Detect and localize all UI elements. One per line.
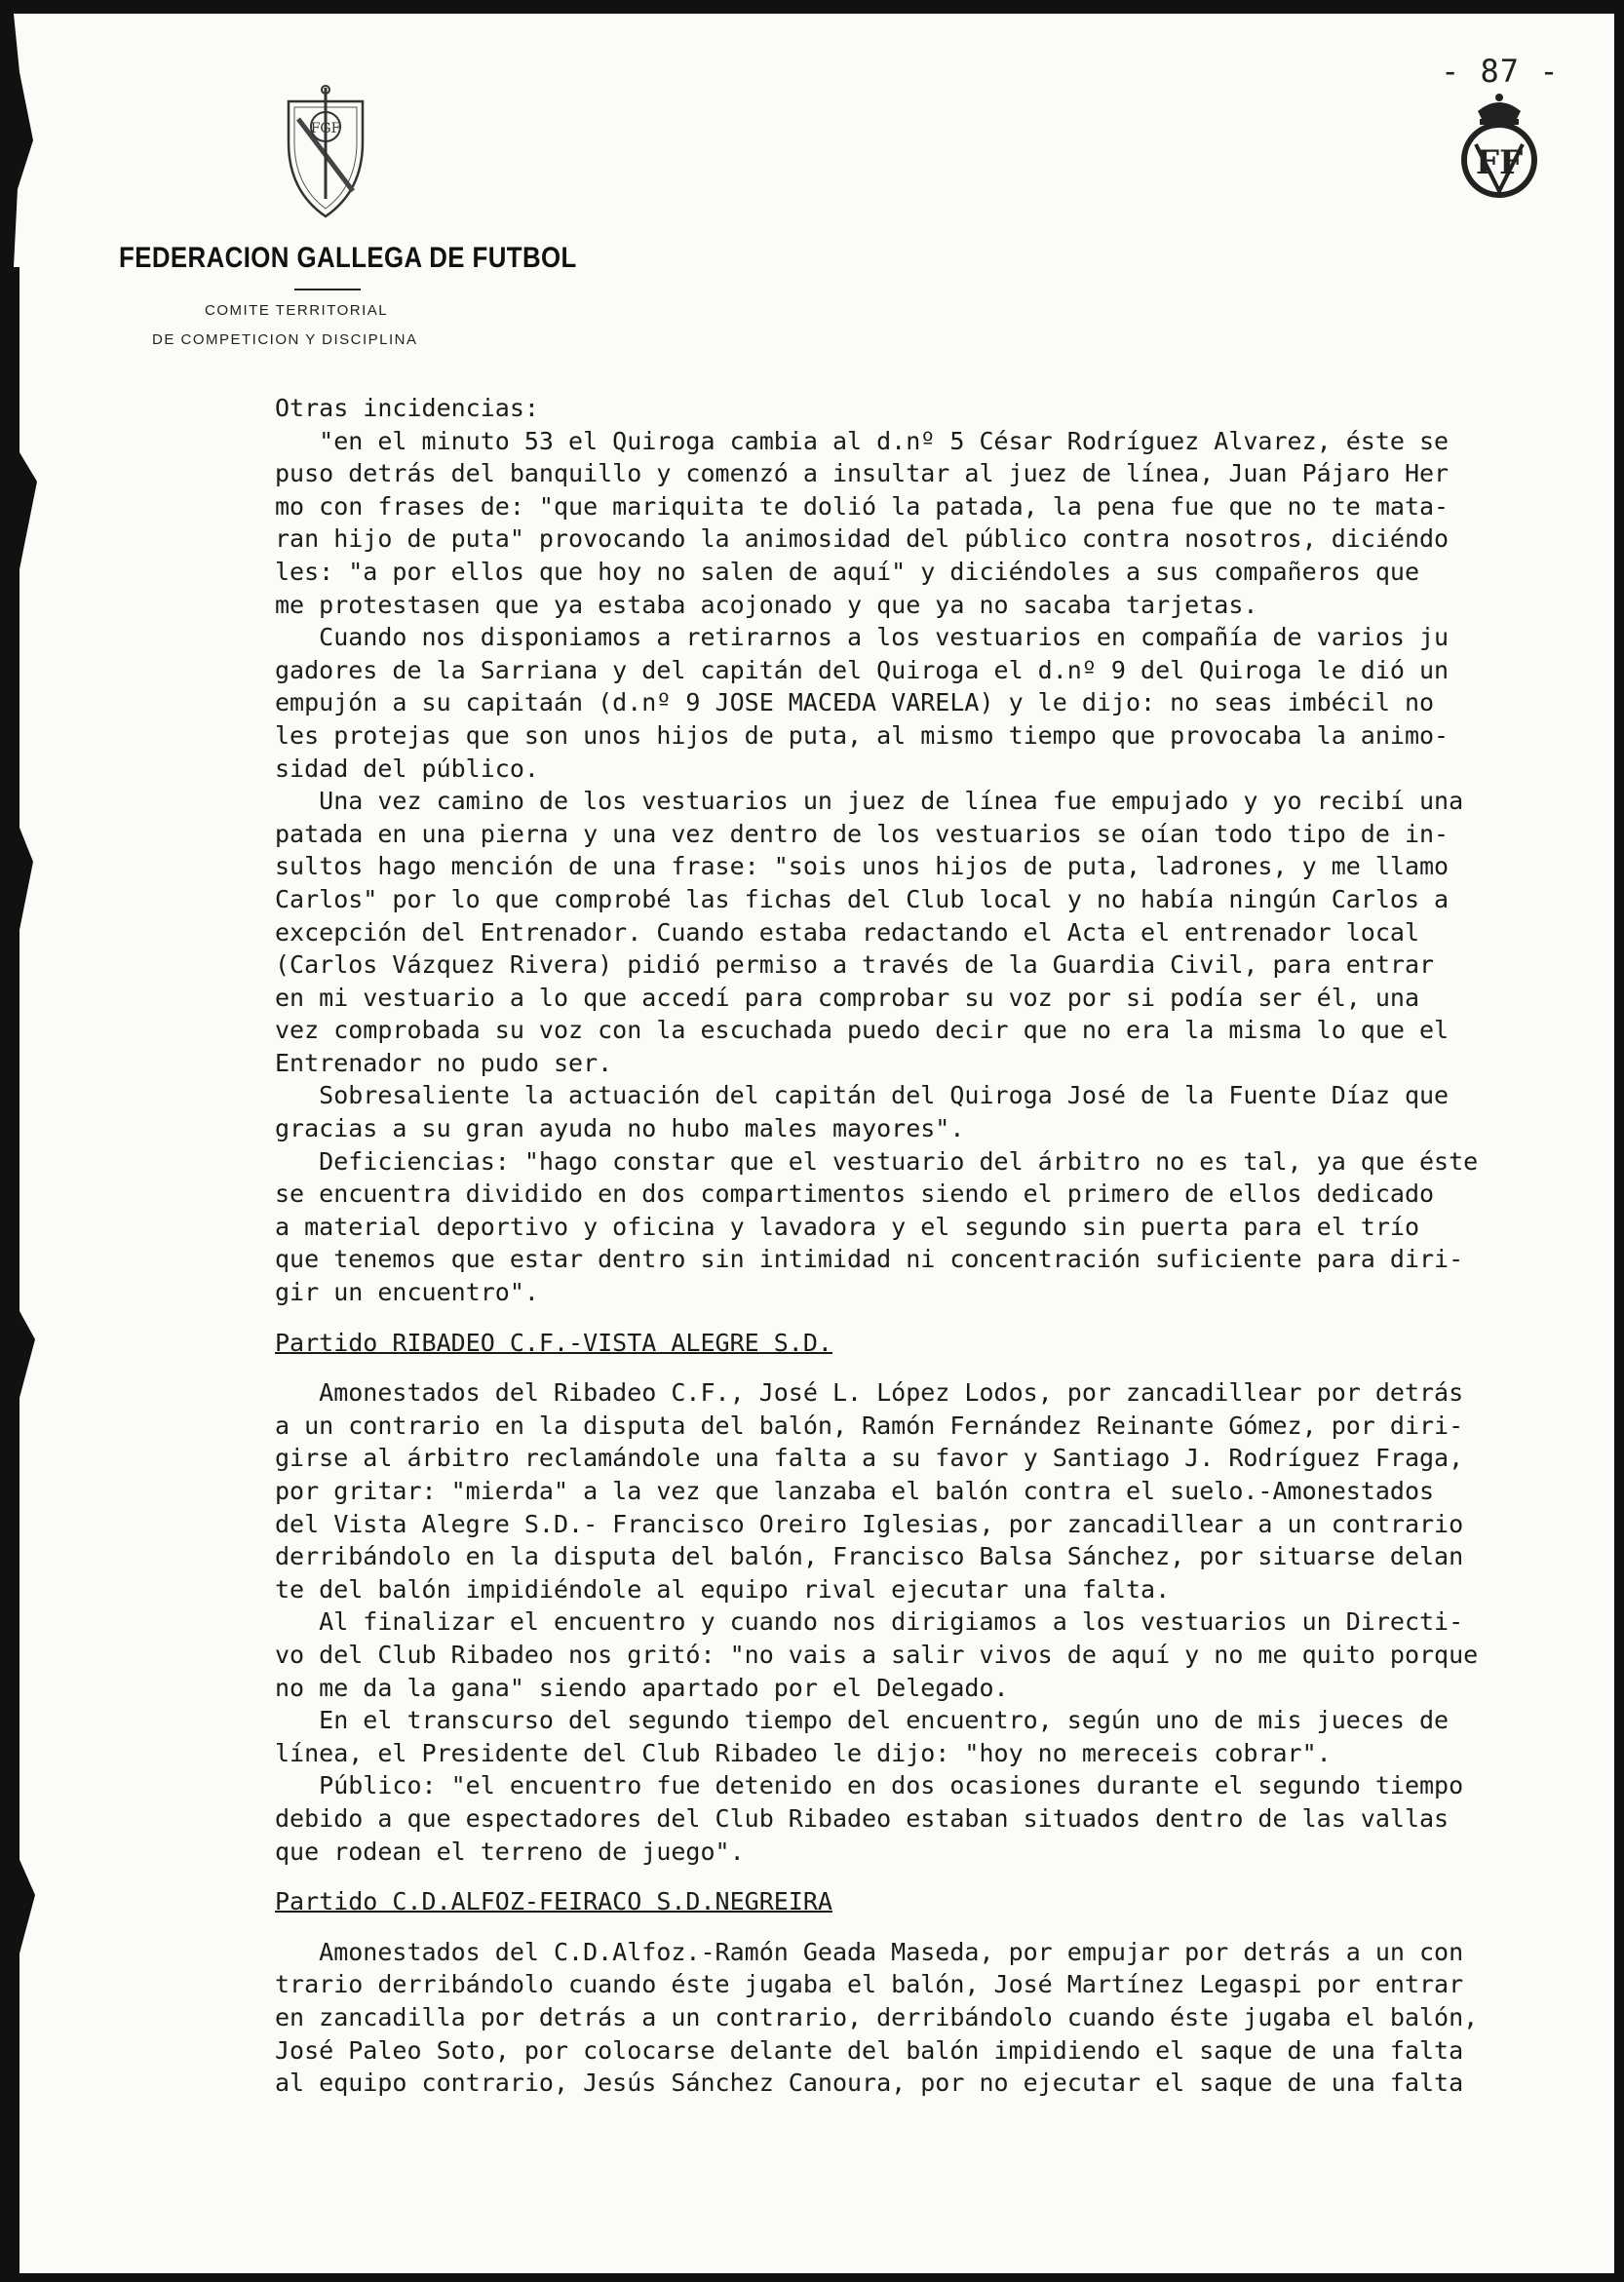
- committee-line-2: DE COMPETICION Y DISCIPLINA: [152, 331, 418, 348]
- text-line: excepción del Entrenador. Cuando estaba redactando el Acta el entrenador local: [275, 917, 1419, 947]
- text-line: Al finalizar el encuentro y cuando nos dirigiamos a los vestuarios un Directi-: [275, 1607, 1464, 1637]
- text-line: José Paleo Soto, por colocarse delante del balón impidiendo el saque de una falta: [275, 2035, 1464, 2065]
- fgf-shield-icon: [285, 84, 367, 220]
- match-heading: Partido RIBADEO C.F.-VISTA ALEGRE S.D.: [275, 1328, 832, 1357]
- text-line: gracias a su gran ayuda no hubo males mayores".: [275, 1114, 965, 1143]
- federation-name: FEDERACION GALLEGA DE FUTBOL: [119, 242, 577, 274]
- text-line: debido a que espectadores del Club Ribadeo estaban situados dentro de las vallas: [275, 1803, 1450, 1833]
- section-gap: [275, 1868, 1608, 1885]
- text-line: Deficiencias: "hago constar que el vestuario del árbitro no es tal, ya que éste: [275, 1146, 1479, 1176]
- text-line: a un contrario en la disputa del balón, Ramón Fernández Reinante Gómez, por diri-: [275, 1411, 1464, 1440]
- committee-line-1: COMITE TERRITORIAL: [205, 302, 389, 319]
- text-line: se encuentra dividido en dos compartimentos siendo el primero de ellos dedicado: [275, 1180, 1435, 1209]
- torn-left-edge: [14, 14, 53, 2273]
- text-line: en mi vestuario a lo que accedí para comprobar su voz por si podía ser él, una: [275, 983, 1419, 1012]
- text-line: que rodean el terreno de juego".: [275, 1837, 745, 1866]
- text-line: vo del Club Ribadeo nos gritó: "no vais a salir vivos de aquí y no me quito porque: [275, 1640, 1479, 1669]
- text-line: (Carlos Vázquez Rivera) pidió permiso a través de la Guardia Civil, para entrar: [275, 950, 1435, 980]
- section-gap: [275, 1309, 1608, 1327]
- text-line: no me da la gana" siendo apartado por el Delegado.: [275, 1673, 1009, 1702]
- text-line: Otras incidencias:: [275, 394, 539, 422]
- text-line: derribándolo en la disputa del balón, Francisco Balsa Sánchez, por situarse delan: [275, 1542, 1464, 1571]
- text-line: trario derribándolo cuando éste jugaba el balón, José Martínez Legaspi por entrar: [275, 1970, 1464, 1999]
- text-line: al equipo contrario, Jesús Sánchez Canoura, por no ejecutar el saque de una falta: [275, 2069, 1464, 2098]
- crowned-fgf-crest-icon: [1460, 90, 1538, 199]
- text-line: gir un encuentro".: [275, 1278, 539, 1307]
- text-line: empujón a su capitaán (d.nº 9 JOSE MACEDA VARELA) y le dijo: no seas imbécil no: [275, 688, 1435, 717]
- text-line: Amonestados del C.D.Alfoz.-Ramón Geada Maseda, por empujar por detrás a un con: [275, 1937, 1464, 1966]
- text-line: en zancadilla por detrás a un contrario, derribándolo cuando éste jugaba el balón,: [275, 2002, 1479, 2031]
- text-line: girse al árbitro reclamándole una falta a su favor y Santiago J. Rodríguez Fraga,: [275, 1444, 1464, 1473]
- text-line: Carlos" por lo que comprobé las fichas del Club local y no había ningún Carlos a: [275, 884, 1450, 913]
- header-divider: [294, 289, 361, 290]
- text-line: Cuando nos disponiamos a retirarnos a los vestuarios en compañía de varios ju: [275, 623, 1450, 652]
- text-line: En el transcurso del segundo tiempo del encuentro, según uno de mis jueces de: [275, 1706, 1450, 1735]
- text-line: vez comprobada su voz con la escuchada puedo decir que no era la misma lo que el: [275, 1016, 1450, 1045]
- document-page: [14, 14, 1614, 2273]
- text-line: del Vista Alegre S.D.- Francisco Oreiro Iglesias, por zancadillear a un contrario: [275, 1509, 1464, 1538]
- text-line: Amonestados del Ribadeo C.F., José L. López Lodos, por zancadillear por detrás: [275, 1378, 1464, 1408]
- text-line: les protejas que son unos hijos de puta, al mismo tiempo que provocaba la animo-: [275, 720, 1450, 750]
- page-number: - 87 -: [1441, 53, 1560, 90]
- text-line: mo con frases de: "que mariquita te dolió la patada, la pena fue que no te mata-: [275, 491, 1450, 521]
- text-line: que tenemos que estar dentro sin intimidad ni concentración suficiente para diri-: [275, 1245, 1464, 1274]
- document-body: [275, 392, 1608, 2100]
- section-gap: [275, 1359, 1608, 1376]
- text-line: sidad del público.: [275, 754, 539, 783]
- text-line: a material deportivo y oficina y lavadora y el segundo sin puerta para el trío: [275, 1212, 1419, 1241]
- text-line: Entrenador no pudo ser.: [275, 1048, 613, 1077]
- section-gap: [275, 1918, 1608, 1936]
- match-heading: Partido C.D.ALFOZ-FEIRACO S.D.NEGREIRA: [275, 1887, 832, 1916]
- text-line: me protestasen que ya estaba acojonado y que ya no sacaba tarjetas.: [275, 590, 1258, 619]
- text-line: puso detrás del banquillo y comenzó a insultar al juez de línea, Juan Pájaro Her: [275, 459, 1450, 488]
- text-line: patada en una pierna y una vez dentro de los vestuarios se oían todo tipo de in-: [275, 819, 1450, 848]
- text-line: Público: "el encuentro fue detenido en dos ocasiones durante el segundo tiempo: [275, 1771, 1464, 1800]
- text-line: gadores de la Sarriana y del capitán del Quiroga el d.nº 9 del Quiroga le dió un: [275, 655, 1450, 684]
- svg-text:FF: FF: [1475, 143, 1524, 182]
- text-line: "en el minuto 53 el Quiroga cambia al d.nº 5 César Rodríguez Alvarez, éste se: [275, 426, 1450, 455]
- text-line: sultos hago mención de una frase: "sois unos hijos de puta, ladrones, y me llamo: [275, 852, 1450, 881]
- svg-text:FGF: FGF: [310, 121, 341, 136]
- text-line: Una vez camino de los vestuarios un juez de línea fue empujado y yo recibí una: [275, 787, 1464, 816]
- text-line: Sobresaliente la actuación del capitán del Quiroga José de la Fuente Díaz que: [275, 1081, 1450, 1110]
- text-line: te del balón impidiéndole al equipo rival ejecutar una falta.: [275, 1574, 1171, 1604]
- text-line: línea, el Presidente del Club Ribadeo le dijo: "hoy no mereceis cobrar".: [275, 1738, 1332, 1767]
- text-line: les: "a por ellos que hoy no salen de aquí" y diciéndoles a sus compañeros que: [275, 557, 1419, 586]
- text-line: por gritar: "mierda" a la vez que lanzaba el balón contra el suelo.-Amonestados: [275, 1477, 1435, 1505]
- text-line: ran hijo de puta" provocando la animosidad del público contra nosotros, diciéndo: [275, 524, 1450, 554]
